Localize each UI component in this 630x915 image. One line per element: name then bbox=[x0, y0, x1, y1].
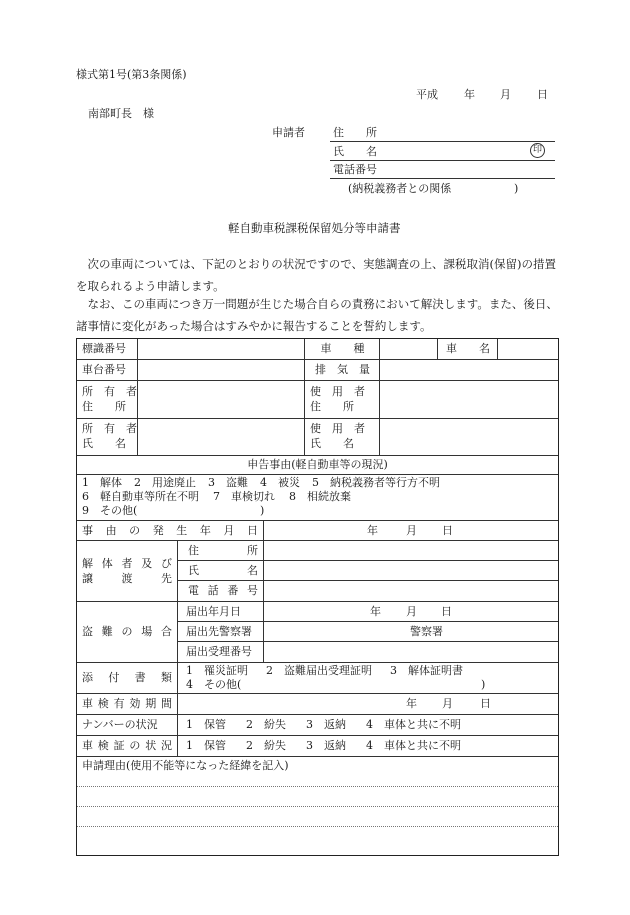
owner-address-field[interactable] bbox=[137, 381, 305, 418]
theft-label: 盗 難 の 場 合 bbox=[82, 625, 172, 638]
theft-month: 月 bbox=[406, 604, 417, 618]
vehicle-type-label: 車 種 bbox=[320, 342, 365, 355]
row-owner-name bbox=[77, 419, 558, 456]
applicant-phone-line[interactable] bbox=[330, 178, 555, 179]
cert-status-option-4[interactable]: 4 車体と共に不明 bbox=[366, 739, 461, 752]
vehicle-name-field[interactable] bbox=[497, 339, 558, 359]
date-year: 年 bbox=[464, 88, 475, 101]
row-plate-status bbox=[77, 715, 558, 736]
user-label-2: 使 用 者 bbox=[310, 422, 365, 435]
cert-status-option-2[interactable]: 2 紛失 bbox=[246, 739, 286, 752]
theft-police-field[interactable] bbox=[264, 622, 558, 642]
reason-line-2 bbox=[77, 806, 558, 807]
row-chassis bbox=[77, 360, 558, 381]
attachment-other-close: ) bbox=[481, 678, 486, 691]
inspection-field[interactable] bbox=[177, 694, 558, 714]
reason-option-7[interactable]: 7 車検切れ bbox=[213, 490, 275, 503]
dis-address-label: 住 所 bbox=[188, 543, 258, 557]
date-day: 日 bbox=[537, 88, 548, 101]
row-occurrence-date bbox=[77, 521, 558, 541]
paragraph-1: 次の車両については、下記のとおりの状況ですので、実態調査の上、課税取消(保留)の措置を取られるよう申請します。 bbox=[76, 257, 557, 293]
row-attachments bbox=[77, 663, 558, 694]
vehicle-form-table bbox=[76, 338, 559, 856]
row-theft bbox=[77, 602, 558, 663]
reason-option-4[interactable]: 4 被災 bbox=[260, 476, 300, 489]
attachments-line-1 bbox=[186, 664, 463, 678]
reason-option-8[interactable]: 8 相続放棄 bbox=[289, 490, 351, 503]
plate-status-option-4[interactable]: 4 車体と共に不明 bbox=[366, 718, 461, 731]
reason-option-2[interactable]: 2 用途廃止 bbox=[134, 476, 196, 489]
occurrence-label: 事 由 の 発 生 年 月 日 bbox=[82, 523, 258, 537]
applicant-phone-label: 電話番号 bbox=[333, 163, 377, 176]
applicant-label: 申請者 bbox=[272, 126, 305, 139]
plate-field[interactable] bbox=[137, 339, 305, 359]
row-reason-header bbox=[77, 456, 558, 475]
row-inspection bbox=[77, 694, 558, 715]
relation-close: ) bbox=[514, 182, 519, 195]
plate-status-options bbox=[186, 718, 461, 732]
reason-line-3 bbox=[77, 826, 558, 827]
police-suffix: 警察署 bbox=[410, 624, 443, 638]
dis-address-field[interactable] bbox=[264, 541, 558, 561]
cert-status-option-3[interactable]: 3 返納 bbox=[306, 739, 346, 752]
plate-status-label: ナンバーの状況 bbox=[82, 718, 158, 731]
reasons-line-2 bbox=[82, 490, 351, 504]
plate-status-option-1[interactable]: 1 保管 bbox=[186, 718, 226, 731]
occ-day: 日 bbox=[442, 523, 453, 537]
insp-day: 日 bbox=[480, 697, 491, 710]
reason-text-label: 申請理由(使用不能等になった経緯を記入) bbox=[82, 759, 289, 772]
inspection-label: 車 検 有 効 期 間 bbox=[82, 697, 172, 710]
plate-status-field[interactable] bbox=[177, 715, 558, 735]
owner-address-word: 住 所 bbox=[82, 400, 126, 413]
user-label: 使 用 者 bbox=[310, 385, 365, 398]
owner-label-2: 所 有 者 bbox=[82, 422, 137, 435]
reason-option-other[interactable]: 9 その他( bbox=[82, 504, 138, 517]
attachment-option-1[interactable]: 1 罹災証明 bbox=[186, 664, 248, 677]
plate-status-option-2[interactable]: 2 紛失 bbox=[246, 718, 286, 731]
owner-label: 所 有 者 bbox=[82, 385, 137, 398]
occ-year: 年 bbox=[367, 523, 378, 537]
dis-phone-label: 電 話 番 号 bbox=[188, 584, 258, 597]
user-address-field[interactable] bbox=[379, 381, 558, 418]
theft-report-date-field[interactable] bbox=[264, 602, 558, 622]
cert-status-options bbox=[186, 739, 461, 753]
reason-header: 申告事由(軽自動車等の現況) bbox=[247, 458, 388, 471]
cert-status-field[interactable] bbox=[177, 736, 558, 756]
user-name-field[interactable] bbox=[379, 419, 558, 455]
reason-other-close: ) bbox=[260, 504, 265, 517]
attachments-field[interactable] bbox=[177, 663, 558, 693]
chassis-label: 車台番号 bbox=[82, 363, 126, 376]
displacement-field[interactable] bbox=[379, 360, 558, 380]
theft-receipt-field[interactable] bbox=[264, 642, 558, 662]
row-dismantler bbox=[77, 541, 558, 602]
insp-year: 年 bbox=[406, 697, 417, 710]
user-name-word: 氏 名 bbox=[310, 437, 354, 450]
row-cert-status bbox=[77, 736, 558, 757]
user-address-word: 住 所 bbox=[310, 400, 354, 413]
theft-year: 年 bbox=[370, 604, 381, 618]
theft-day: 日 bbox=[441, 604, 452, 618]
applicant-address-line[interactable] bbox=[330, 141, 555, 142]
reasons-line-1 bbox=[82, 476, 440, 490]
reason-option-3[interactable]: 3 盗難 bbox=[208, 476, 248, 489]
owner-name-word: 氏 名 bbox=[82, 437, 126, 450]
dis-name-field[interactable] bbox=[264, 561, 558, 581]
reason-line-1 bbox=[77, 786, 558, 787]
attachments-label: 添 付 書 類 bbox=[82, 671, 172, 684]
form-number: 様式第1号(第3条関係) bbox=[76, 68, 187, 81]
attachment-option-2[interactable]: 2 盗難届出受理証明 bbox=[266, 664, 372, 677]
date-month: 月 bbox=[500, 88, 511, 101]
addressee: 南部町長 様 bbox=[88, 107, 154, 120]
owner-name-field[interactable] bbox=[137, 419, 305, 455]
plate-label: 標識番号 bbox=[82, 342, 126, 355]
dismantler-label-1: 解 体 者 及 び bbox=[82, 557, 172, 570]
chassis-field[interactable] bbox=[137, 360, 305, 380]
dismantler-label-2: 譲 渡 先 bbox=[82, 572, 172, 585]
vehicle-name-label: 車 名 bbox=[446, 342, 490, 355]
theft-report-date-label: 届出年月日 bbox=[186, 604, 241, 618]
dis-phone-field[interactable] bbox=[264, 581, 558, 601]
theft-receipt-label: 届出受理番号 bbox=[186, 645, 252, 658]
relation-label: (納税義務者との関係 bbox=[348, 182, 452, 195]
reason-option-1[interactable]: 1 解体 bbox=[82, 476, 122, 489]
vehicle-type-field[interactable] bbox=[379, 339, 438, 359]
plate-status-option-3[interactable]: 3 返納 bbox=[306, 718, 346, 731]
applicant-name-label: 氏 名 bbox=[333, 145, 377, 158]
attachment-option-3[interactable]: 3 解体証明書 bbox=[390, 664, 463, 677]
seal-mark: 印 bbox=[530, 143, 545, 158]
occurrence-date-field[interactable] bbox=[263, 521, 558, 540]
row-reasons[interactable] bbox=[77, 475, 558, 521]
date-era: 平成 bbox=[416, 88, 438, 101]
displacement-label: 排 気 量 bbox=[315, 363, 370, 376]
attachment-option-other[interactable]: 4 その他( bbox=[186, 678, 242, 691]
paragraph-2: なお、この車両につき万一問題が生じた場合自らの責務において解決します。また、後日、諸事情に変化があった場合はすみやかに報告することを誓約します。 bbox=[76, 297, 558, 333]
row-owner-address bbox=[77, 381, 558, 419]
occ-month: 月 bbox=[406, 523, 417, 537]
applicant-address-label: 住 所 bbox=[333, 126, 377, 139]
reason-option-5[interactable]: 5 納税義務者等行方不明 bbox=[312, 476, 440, 489]
reason-option-6[interactable]: 6 軽自動車等所在不明 bbox=[82, 490, 199, 503]
theft-police-label: 届出先警察署 bbox=[186, 624, 252, 638]
document-title: 軽自動車税課税保留処分等申請書 bbox=[228, 221, 401, 235]
cert-status-option-1[interactable]: 1 保管 bbox=[186, 739, 226, 752]
dis-name-label: 氏 名 bbox=[188, 563, 258, 577]
applicant-name-line[interactable] bbox=[330, 160, 555, 161]
cert-status-label: 車 検 証 の 状 況 bbox=[82, 739, 172, 752]
row-reason-text[interactable] bbox=[77, 757, 558, 855]
row-plate bbox=[77, 339, 558, 360]
insp-month: 月 bbox=[442, 697, 453, 710]
